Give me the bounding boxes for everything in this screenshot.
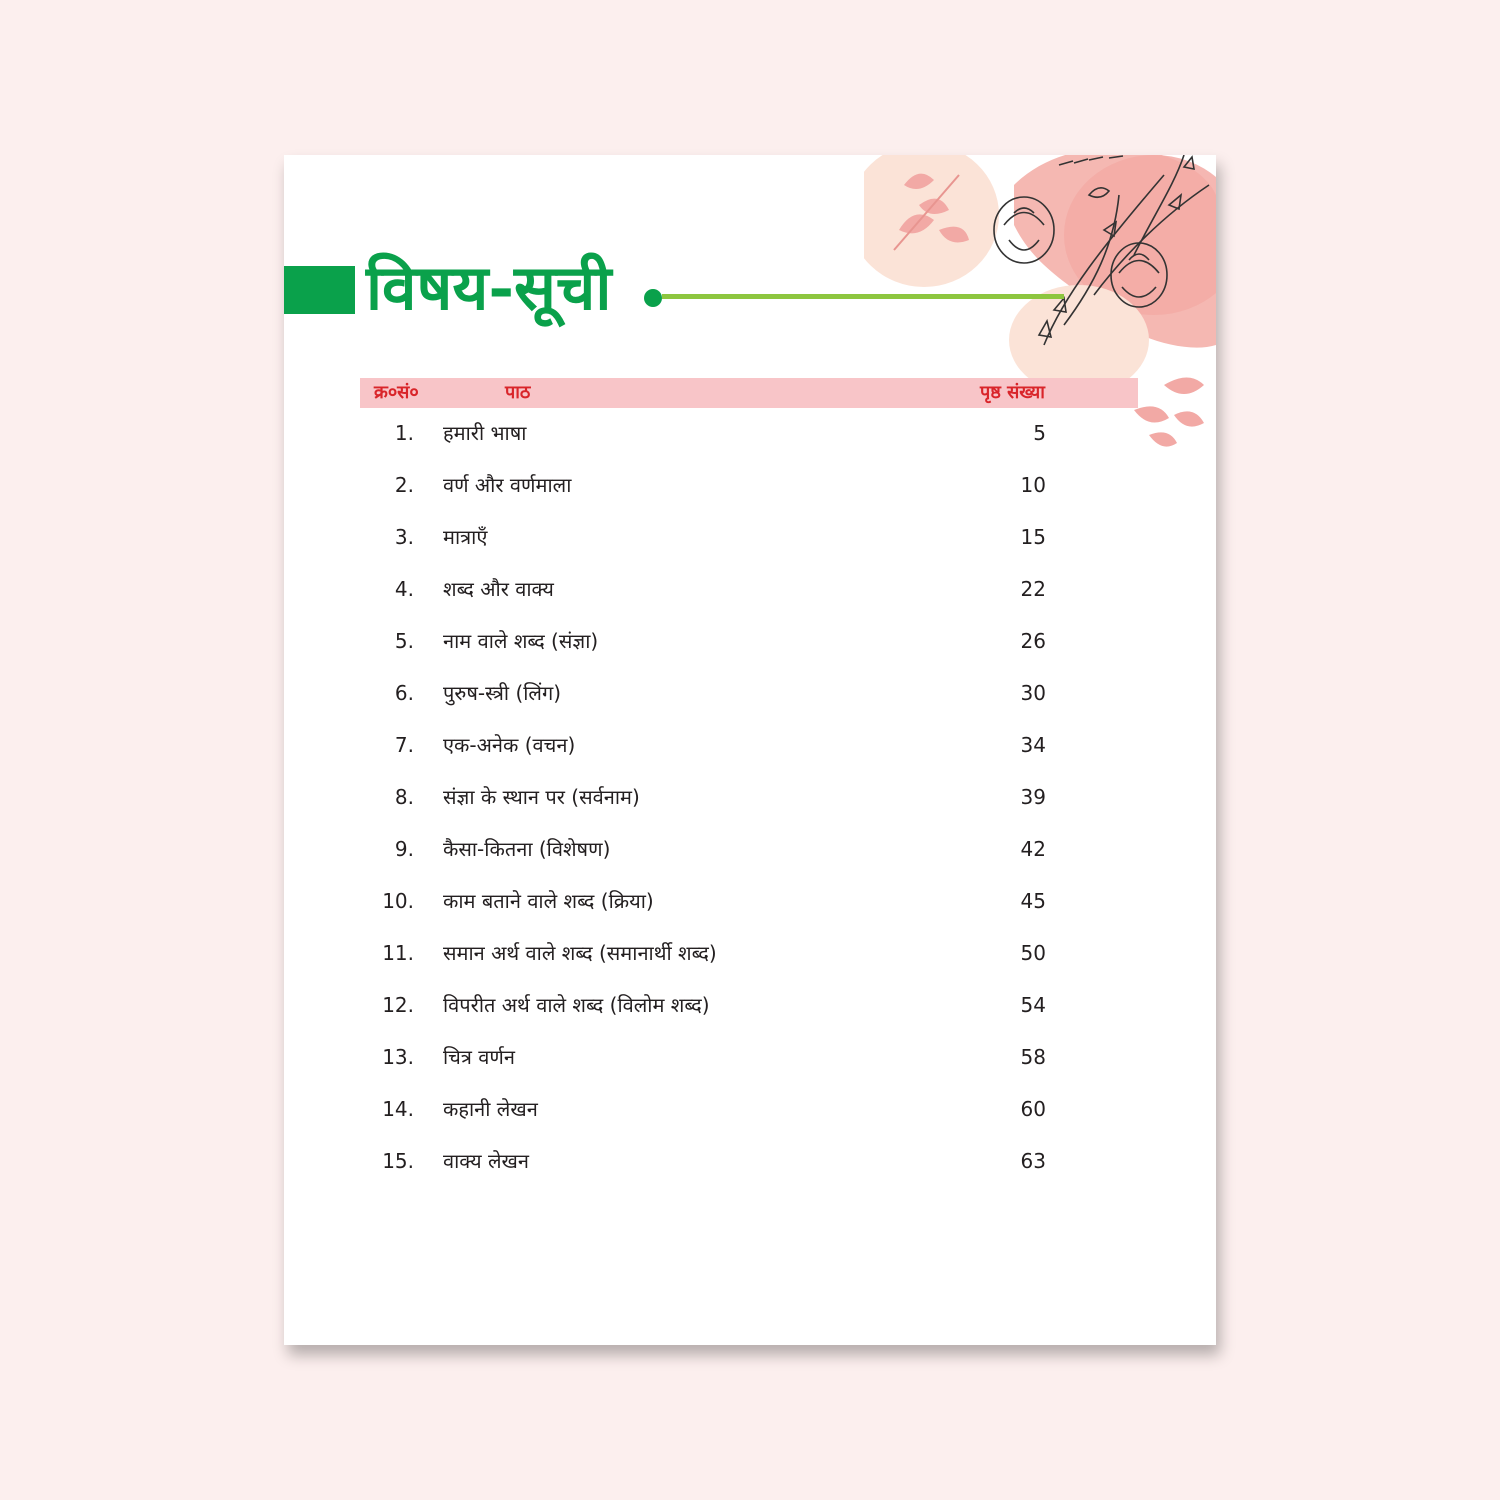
row-lesson: हमारी भाषा bbox=[443, 421, 527, 445]
row-number: 15. bbox=[382, 1149, 414, 1173]
row-page: 34 bbox=[1020, 733, 1046, 757]
table-row bbox=[360, 1085, 1138, 1137]
table-row bbox=[360, 565, 1138, 617]
table-row bbox=[360, 1137, 1138, 1189]
row-page: 63 bbox=[1020, 1149, 1046, 1173]
row-page: 42 bbox=[1020, 837, 1046, 861]
row-page: 39 bbox=[1020, 785, 1046, 809]
row-number: 9. bbox=[394, 837, 414, 861]
row-lesson: संज्ञा के स्थान पर (सर्वनाम) bbox=[443, 785, 640, 809]
row-lesson: चित्र वर्णन bbox=[443, 1045, 515, 1069]
table-row bbox=[360, 929, 1138, 981]
table-row bbox=[360, 513, 1138, 565]
row-lesson: विपरीत अर्थ वाले शब्द (विलोम शब्द) bbox=[443, 993, 710, 1017]
row-page: 54 bbox=[1020, 993, 1046, 1017]
row-page: 58 bbox=[1020, 1045, 1046, 1069]
row-page: 45 bbox=[1020, 889, 1046, 913]
row-number: 13. bbox=[382, 1045, 414, 1069]
row-number: 7. bbox=[394, 733, 414, 757]
row-lesson: वाक्य लेखन bbox=[443, 1149, 529, 1173]
table-row bbox=[360, 461, 1138, 513]
row-lesson: पुरुष-स्त्री (लिंग) bbox=[443, 681, 562, 705]
table-row bbox=[360, 825, 1138, 877]
contents-page bbox=[284, 155, 1216, 1345]
row-number: 4. bbox=[394, 577, 414, 601]
row-page: 22 bbox=[1020, 577, 1046, 601]
title-dot bbox=[644, 289, 662, 307]
table-row bbox=[360, 669, 1138, 721]
row-page: 50 bbox=[1020, 941, 1046, 965]
table-row bbox=[360, 721, 1138, 773]
row-lesson: एक-अनेक (वचन) bbox=[443, 733, 576, 757]
row-lesson: मात्राएँ bbox=[443, 525, 488, 549]
table-row bbox=[360, 773, 1138, 825]
row-number: 12. bbox=[382, 993, 414, 1017]
row-page: 10 bbox=[1020, 473, 1046, 497]
header-serial: क्र०सं० bbox=[374, 382, 419, 403]
table-row bbox=[360, 409, 1138, 461]
row-page: 26 bbox=[1020, 629, 1046, 653]
row-number: 5. bbox=[394, 629, 414, 653]
row-page: 15 bbox=[1020, 525, 1046, 549]
row-number: 3. bbox=[394, 525, 414, 549]
contents-list bbox=[360, 409, 1138, 1189]
row-page: 60 bbox=[1020, 1097, 1046, 1121]
row-page: 5 bbox=[1033, 421, 1046, 445]
row-lesson: शब्द और वाक्य bbox=[443, 577, 554, 601]
row-number: 2. bbox=[394, 473, 414, 497]
table-row bbox=[360, 617, 1138, 669]
header-lesson: पाठ bbox=[505, 382, 531, 403]
row-page: 30 bbox=[1020, 681, 1046, 705]
row-number: 10. bbox=[382, 889, 414, 913]
row-lesson: कैसा-कितना (विशेषण) bbox=[443, 837, 611, 861]
page-title: विषय-सूची bbox=[366, 251, 612, 324]
row-lesson: नाम वाले शब्द (संज्ञा) bbox=[443, 629, 599, 653]
row-lesson: वर्ण और वर्णमाला bbox=[443, 473, 572, 497]
table-row bbox=[360, 877, 1138, 929]
row-lesson: काम बताने वाले शब्द (क्रिया) bbox=[443, 889, 654, 913]
row-number: 11. bbox=[382, 941, 414, 965]
row-lesson: कहानी लेखन bbox=[443, 1097, 538, 1121]
table-header bbox=[360, 378, 1138, 408]
row-lesson: समान अर्थ वाले शब्द (समानार्थी शब्द) bbox=[443, 941, 717, 965]
header-page: पृष्ठ संख्या bbox=[980, 382, 1045, 403]
title-rule bbox=[662, 294, 1064, 299]
row-number: 14. bbox=[382, 1097, 414, 1121]
table-row bbox=[360, 981, 1138, 1033]
row-number: 1. bbox=[394, 421, 414, 445]
title-accent-block bbox=[284, 266, 355, 314]
row-number: 8. bbox=[394, 785, 414, 809]
row-number: 6. bbox=[394, 681, 414, 705]
table-row bbox=[360, 1033, 1138, 1085]
